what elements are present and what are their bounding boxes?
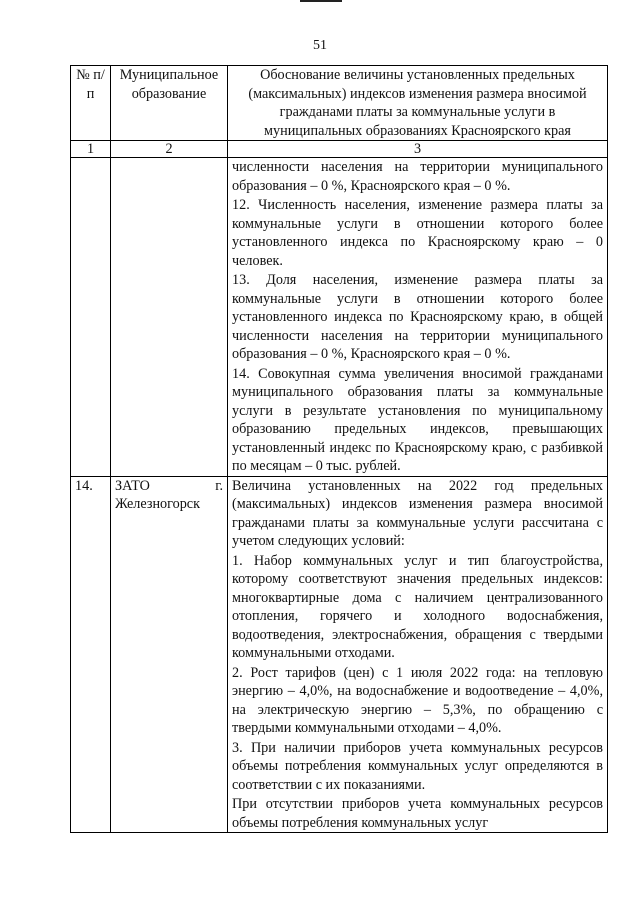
municipality-city: Железногорск: [115, 496, 200, 512]
row-14-municipality: [111, 476, 228, 833]
row-continued-num: [71, 158, 111, 477]
table-row-continued: [71, 158, 608, 477]
row-continued-justification: [228, 158, 608, 477]
paragraph: численности населения на территории муниципального образования – 0 %, Красноярского края – 0 %.: [232, 159, 603, 194]
row-14-num: 14.: [71, 476, 111, 833]
column-numbers-row: [71, 141, 608, 158]
paragraph: Величина установленных на 2022 год предельных (максимальных) индексов изменения размера вносимой гражданами платы за коммунальные услуги рассчитана с учетом следующих условий:: [232, 477, 603, 549]
page-number: 51: [313, 38, 327, 53]
paragraph: 3. При наличии приборов учета коммунальных ресурсов объемы потребления коммунальных услуг определяются в соответствии с их показаниями.: [232, 739, 603, 793]
paragraph: 12. Численность населения, изменение размера платы за коммунальные услуги в отношении которого более установленного индекса по Красноярскому краю – 0 человек.: [232, 197, 603, 269]
top-edge-mark: [0, 0, 640, 3]
table-header-row: [71, 66, 608, 141]
paragraph: При отсутствии приборов учета коммунальных ресурсов объемы потребления коммунальных услуг: [232, 796, 603, 831]
indices-table: [70, 65, 608, 833]
column-number-2: 2: [111, 141, 228, 158]
municipality-zato: ЗАТО: [115, 477, 150, 494]
table-row-14: [71, 476, 608, 833]
header-justification: Обоснование величины установленных предельных (максимальных) индексов изменения размера вносимой гражданами платы за коммунальные услуги в муниципальных образованиях Красноярского края: [228, 66, 608, 141]
row-14-justification: [228, 476, 608, 833]
paragraph: 1. Набор коммунальных услуг и тип благоустройства, которому соответствуют значения предельных индексов: многоквартирные дома с наличием централизованного отопления, горячего и холодного водоснабжения, водоотведения, электроснабжения, обращения с твердыми коммунальными отходами.: [232, 552, 603, 661]
header-municipality: Муниципальное образование: [111, 66, 228, 141]
column-number-3: 3: [228, 141, 608, 158]
paragraph: 14. Совокупная сумма увеличения вносимой гражданами муниципального образования платы за коммунальные услуги в результате установления по муниципальному образованию предельных индексов, превышающих установленный индекс по Красноярскому краю, с разбивкой по месяцам – 0 тыс. рублей.: [232, 365, 603, 474]
paragraph: 13. Доля населения, изменение размера платы за коммунальные услуги в отношении которого более установленного индекса по Красноярскому краю, в общей численности населения на территории муниципального образования – 0 %, Красноярского края – 0 %.: [232, 272, 603, 362]
row-continued-municipality: [111, 158, 228, 477]
paragraph: 2. Рост тарифов (цен) с 1 июля 2022 года: на тепловую энергию – 4,0%, на водоснабжение и водоотведение – 4,0%, на электрическую энергию – 5,3%, по обращению с твердыми коммунальными отходами – 4,0%.: [232, 664, 603, 736]
header-num: № п/п: [71, 66, 111, 141]
column-number-1: 1: [71, 141, 111, 158]
municipality-g: г.: [215, 477, 223, 494]
